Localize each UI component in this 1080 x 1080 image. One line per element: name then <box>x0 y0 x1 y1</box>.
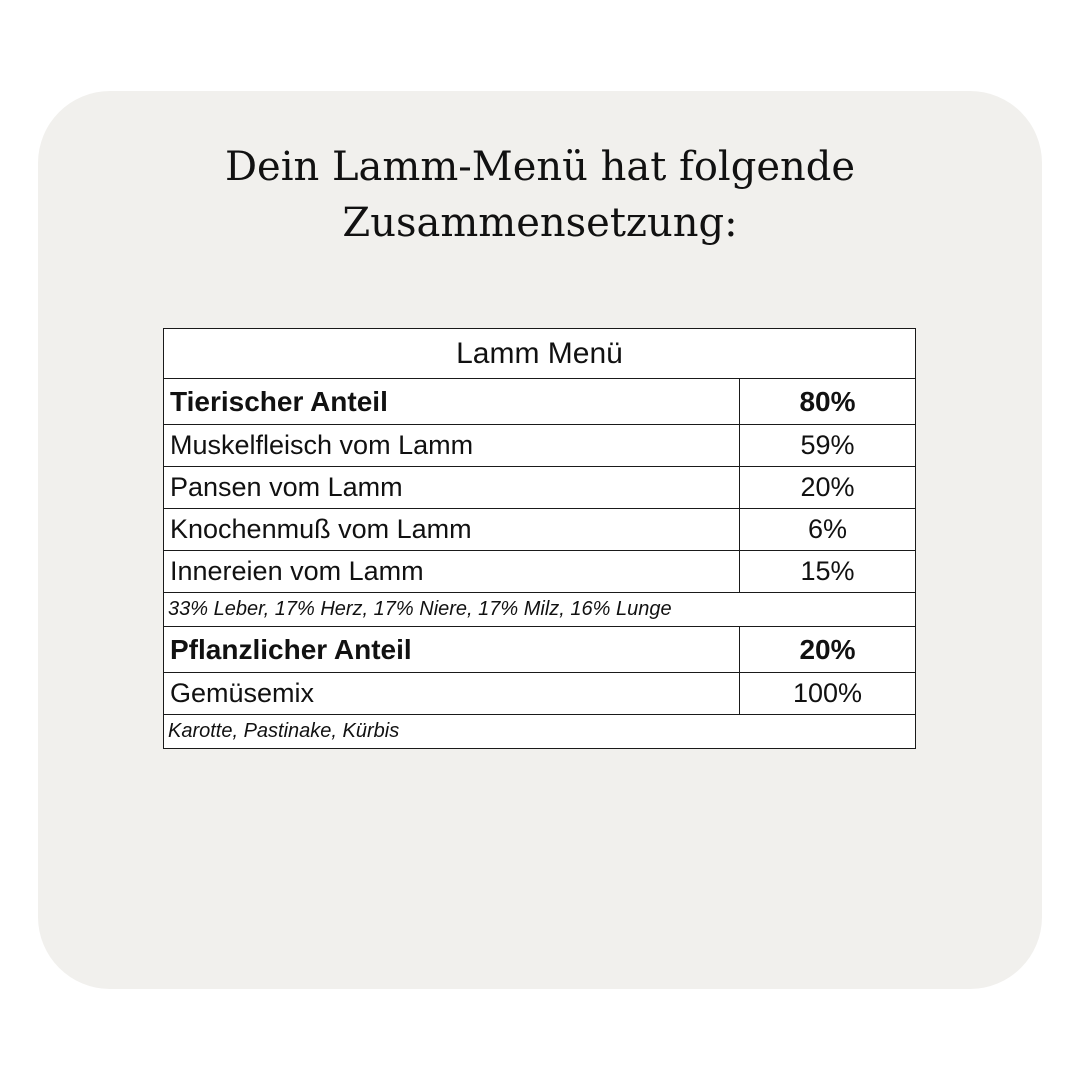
page-heading <box>38 139 1042 251</box>
section-row-animal <box>164 379 916 425</box>
ingredient-percent: 6% <box>740 509 916 551</box>
ingredient-percent: 100% <box>740 673 916 715</box>
ingredient-percent: 59% <box>740 425 916 467</box>
section-row-plant <box>164 627 916 673</box>
note-row <box>164 593 916 627</box>
table-row <box>164 425 916 467</box>
table-row <box>164 509 916 551</box>
ingredient-label: Knochenmuß vom Lamm <box>164 509 740 551</box>
table-title: Lamm Menü <box>164 329 916 379</box>
heading-line-1: Dein Lamm-Menü hat folgende <box>224 144 856 190</box>
table-row <box>164 673 916 715</box>
ingredient-label: Innereien vom Lamm <box>164 551 740 593</box>
composition-table <box>163 328 916 749</box>
innereien-breakdown-note: 33% Leber, 17% Herz, 17% Niere, 17% Milz, 16% Lunge <box>164 593 916 627</box>
ingredient-label: Gemüsemix <box>164 673 740 715</box>
section-label: Pflanzlicher Anteil <box>164 627 740 673</box>
vegetable-mix-note: Karotte, Pastinake, Kürbis <box>164 715 916 749</box>
section-label: Tierischer Anteil <box>164 379 740 425</box>
table-title-row <box>164 329 916 379</box>
note-row <box>164 715 916 749</box>
ingredient-label: Pansen vom Lamm <box>164 467 740 509</box>
table-row <box>164 467 916 509</box>
ingredient-percent: 20% <box>740 467 916 509</box>
section-percent: 80% <box>740 379 916 425</box>
ingredient-percent: 15% <box>740 551 916 593</box>
heading-line-2: Zusammensetzung: <box>342 200 738 246</box>
ingredient-label: Muskelfleisch vom Lamm <box>164 425 740 467</box>
section-percent: 20% <box>740 627 916 673</box>
menu-card <box>38 91 1042 989</box>
composition-table-wrapper <box>163 328 916 749</box>
table-row <box>164 551 916 593</box>
